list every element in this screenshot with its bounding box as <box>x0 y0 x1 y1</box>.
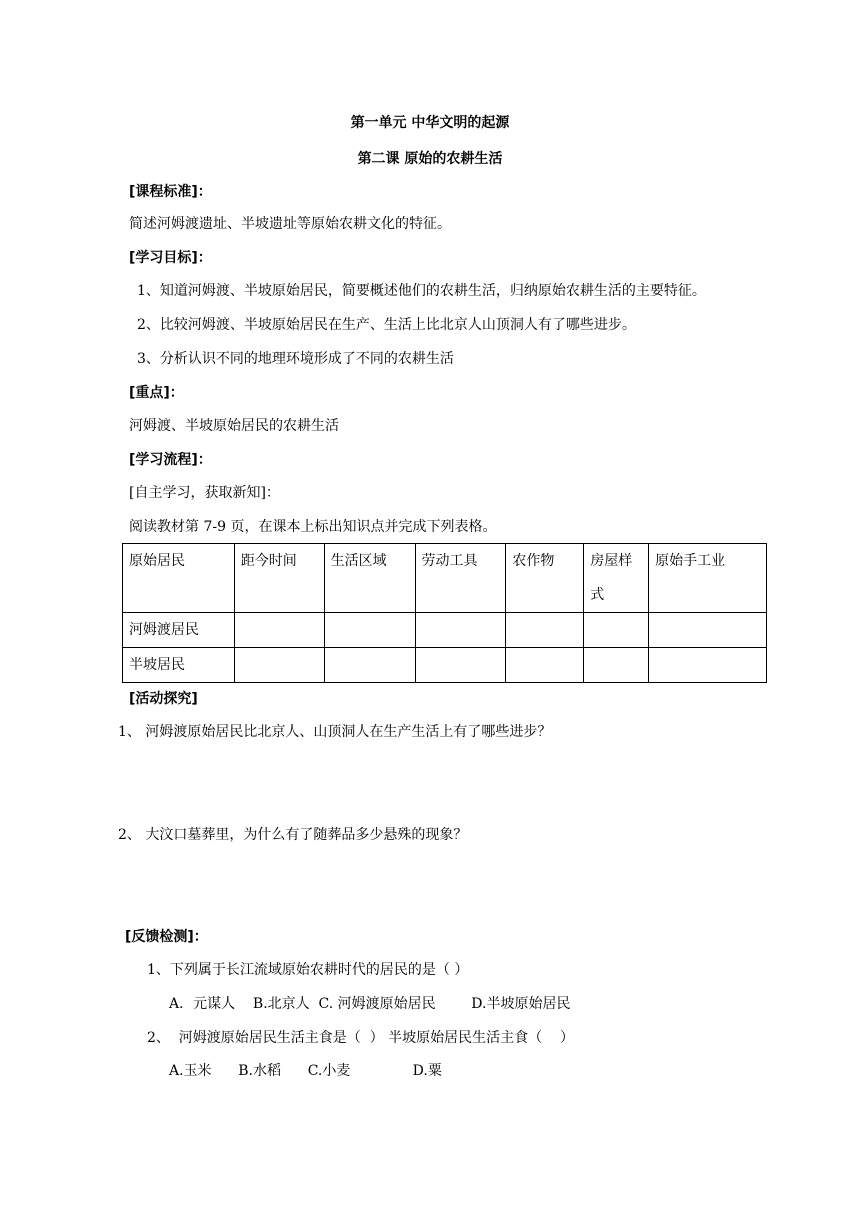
table-cell: 半坡居民 <box>123 648 235 683</box>
activity-heading: [活动探究] <box>129 691 198 707</box>
table-row <box>123 613 767 648</box>
table-header-cell: 距今时间 <box>234 544 324 613</box>
feedback-question: 1、下列属于长江流域原始农耕时代的居民的是（ ） <box>147 962 469 978</box>
process-instruction: 阅读教材第 7-9 页，在课本上标出知识点并完成下列表格。 <box>129 519 497 535</box>
table-cell: 河姆渡居民 <box>123 613 235 648</box>
table-cell[interactable] <box>506 648 584 683</box>
feedback-options: A．元谋人 B.北京人 C. 河姆渡原始居民 D.半坡原始居民 <box>169 996 571 1012</box>
objectives-heading: [学习目标]： <box>129 250 212 266</box>
process-heading: [学习流程]： <box>129 452 212 468</box>
table-header-cell: 原始手工业 <box>649 544 767 613</box>
feedback-question: 2、 河姆渡原始居民生活主食是（ ） 半坡原始居民生活主食（ ） <box>147 1030 574 1046</box>
table-header-row <box>123 544 767 613</box>
table-cell[interactable] <box>649 613 767 648</box>
activity-question: 2、 大汶口墓葬里，为什么有了随葬品多少悬殊的现象？ <box>118 827 468 843</box>
table-cell[interactable] <box>506 613 584 648</box>
table-cell[interactable] <box>234 648 324 683</box>
unit-title: 第一单元 中华文明的起源 <box>350 115 510 131</box>
curriculum-text: 简述河姆渡遗址、半坡遗址等原始农耕文化的特征。 <box>129 216 451 232</box>
key-point-text: 河姆渡、半坡原始居民的农耕生活 <box>129 418 339 434</box>
table-header-cell: 原始居民 <box>123 544 235 613</box>
table-header-cell: 生活区域 <box>324 544 415 613</box>
table-cell[interactable] <box>415 648 506 683</box>
table-row <box>123 648 767 683</box>
table-header-cell: 房屋样式 <box>584 544 649 613</box>
activity-question: 1、 河姆渡原始居民比北京人、山顶洞人在生产生活上有了哪些进步？ <box>118 724 552 740</box>
objective-item: 2、比较河姆渡、半坡原始居民在生产、生活上比北京人山顶洞人有了哪些进步。 <box>137 317 636 333</box>
table-cell[interactable] <box>584 613 649 648</box>
feedback-options: A.玉米 B.水稻 C.小麦 D.粟 <box>169 1063 442 1079</box>
table-cell[interactable] <box>324 648 415 683</box>
table-header-cell: 劳动工具 <box>415 544 506 613</box>
lesson-title: 第二课 原始的农耕生活 <box>357 151 503 167</box>
study-table <box>122 543 767 683</box>
key-point-heading: [重点]： <box>129 385 184 401</box>
table-cell[interactable] <box>324 613 415 648</box>
table-cell[interactable] <box>649 648 767 683</box>
objective-item: 1、知道河姆渡、半坡原始居民，简要概述他们的农耕生活，归纳原始农耕生活的主要特征。 <box>137 283 706 299</box>
process-subheading: [自主学习，获取新知]： <box>129 485 280 501</box>
table-header-cell: 农作物 <box>506 544 584 613</box>
objective-item: 3、分析认识不同的地理环境形成了不同的农耕生活 <box>137 351 454 367</box>
curriculum-heading: [课程标准]： <box>129 184 212 200</box>
feedback-heading: [反馈检测]： <box>125 929 208 945</box>
table-cell[interactable] <box>415 613 506 648</box>
table-cell[interactable] <box>584 648 649 683</box>
table-cell[interactable] <box>234 613 324 648</box>
